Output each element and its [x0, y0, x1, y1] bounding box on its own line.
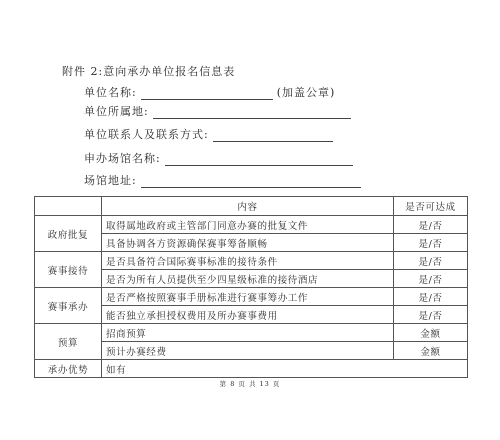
row-content: 取得属地政府或主管部门同意办赛的批复文件: [102, 216, 394, 234]
table-row: [35, 288, 468, 306]
field-unit-name: [84, 84, 335, 100]
field-label: 场馆地址:: [84, 174, 137, 187]
fill-line[interactable]: [213, 130, 333, 142]
field-label: 单位所属地:: [84, 105, 149, 118]
field-label: 单位联系人及联系方式:: [84, 128, 209, 141]
row-category: 政府批复: [35, 216, 102, 252]
table-row: [35, 324, 468, 342]
row-value[interactable]: 是/否: [394, 216, 468, 234]
fill-line[interactable]: [141, 176, 361, 188]
table-header-row: [35, 197, 468, 216]
row-category: 赛事承办: [35, 288, 102, 324]
header-achievable: 是否可达成: [394, 197, 468, 216]
table-row: [35, 360, 468, 378]
row-value[interactable]: 金额: [394, 324, 468, 342]
row-content[interactable]: 如有: [102, 360, 468, 378]
field-label: 单位名称:: [84, 86, 137, 99]
attachment-title: 附件 2:意向承办单位报名信息表: [62, 65, 236, 78]
header-content: 内容: [102, 197, 394, 216]
fill-line[interactable]: [165, 154, 353, 166]
row-value[interactable]: 是/否: [394, 306, 468, 324]
header-category: [35, 197, 102, 216]
field-suffix: (加盖公章): [276, 86, 336, 99]
row-value[interactable]: 是/否: [394, 234, 468, 252]
fill-line[interactable]: [153, 107, 351, 119]
field-venue-address: [84, 172, 361, 188]
row-content: 预计办赛经费: [102, 342, 394, 360]
field-unit-contact: [84, 126, 333, 142]
field-label: 申办场馆名称:: [84, 152, 161, 165]
row-content: 是否严格按照赛事手册标准进行赛事筹办工作: [102, 288, 394, 306]
table-row: [35, 252, 468, 270]
row-category: 承办优势: [35, 360, 102, 378]
fill-line[interactable]: [141, 88, 273, 100]
row-content: 招商预算: [102, 324, 394, 342]
row-value[interactable]: 金额: [394, 342, 468, 360]
row-value[interactable]: 是/否: [394, 270, 468, 288]
table-row: [35, 216, 468, 234]
registration-info-table: [34, 196, 468, 378]
row-content: 是否为所有人员提供至少四星级标准的接待酒店: [102, 270, 394, 288]
field-venue-name: [84, 150, 353, 166]
row-category: 赛事接待: [35, 252, 102, 288]
row-category: 预算: [35, 324, 102, 360]
field-unit-location: [84, 103, 351, 119]
row-content: 具备协调各方资源确保赛事筹备顺畅: [102, 234, 394, 252]
row-content: 是否具备符合国际赛事标准的接待条件: [102, 252, 394, 270]
page-number: 第 8 页 共 13 页: [219, 380, 281, 388]
row-value[interactable]: 是/否: [394, 252, 468, 270]
row-value[interactable]: 是/否: [394, 288, 468, 306]
row-content: 能否独立承担授权费用及所办赛事费用: [102, 306, 394, 324]
